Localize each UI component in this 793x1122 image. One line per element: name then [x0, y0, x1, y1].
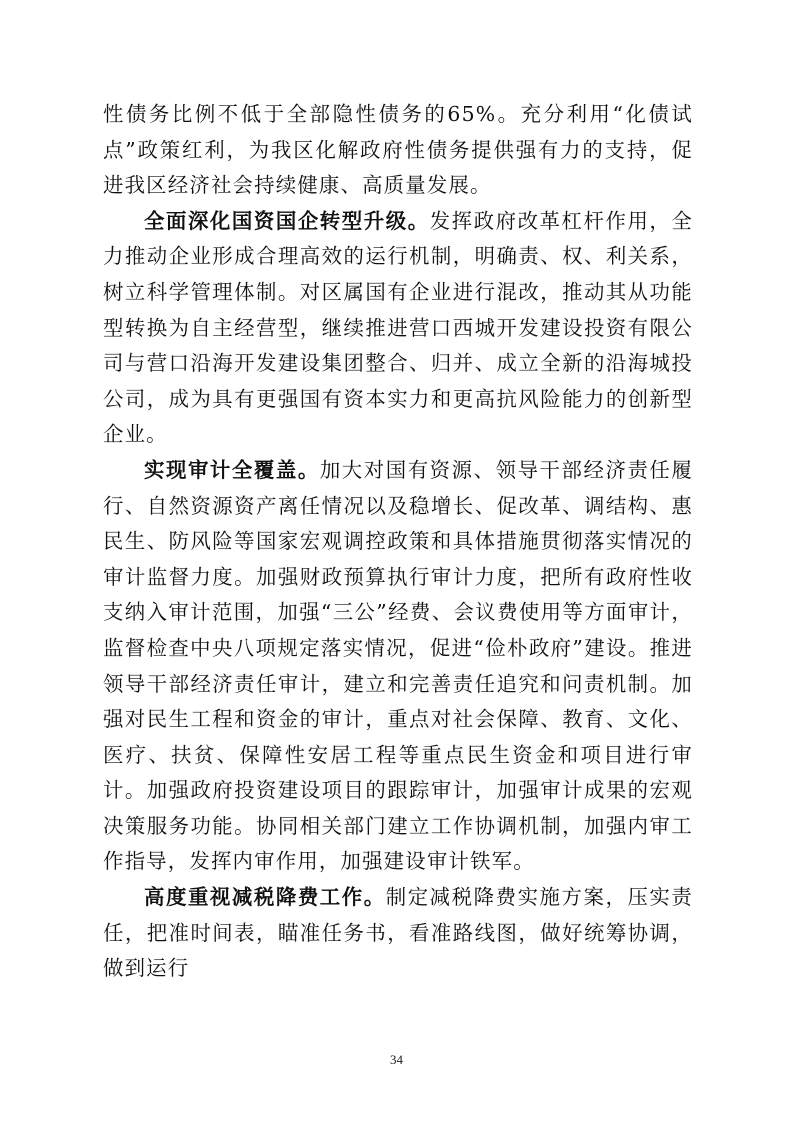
paragraph-text: 发挥政府改革杠杆作用，全力推动企业形成合理高效的运行机制，明确责、权、利关系，树立科学管理体制。对区属国有企业进行混改，推动其从功能型转换为自主经营型，继续推进营口西城开发建设投资有限公司与营口沿海开发建设集团整合、归并、成立全新的沿海城投公司，成为具有更强国有资本实力和更高抗风险能力的创新型企业。: [103, 208, 693, 447]
paragraph-text: 制定减税降费实施方案，压实责任，把准时间表，瞄准任务书，看准路线图，做好统筹协调，做到运行: [103, 885, 693, 981]
page-number: 34: [390, 1052, 403, 1067]
document-page: [103, 97, 693, 987]
paragraph-text: 性债务比例不低于全部隐性债务的65%。充分利用“化债试点”政策红利，为我区化解政府性债务提供强有力的支持，促进我区经济社会持续健康、高质量发展。: [103, 102, 693, 198]
paragraph-audit-coverage: [103, 453, 693, 880]
paragraph-heading: 高度重视减税降费工作。: [144, 885, 386, 910]
paragraph-debt-continuation: [103, 97, 693, 204]
paragraph-tax-reduction: [103, 880, 693, 987]
paragraph-heading: 实现审计全覆盖。: [144, 457, 320, 482]
paragraph-text: 加大对国有资源、领导干部经济责任履行、自然资源资产离任情况以及稳增长、促改革、调结构、惠民生、防风险等国家宏观调控政策和具体措施贯彻落实情况的审计监督力度。加强财政预算执行审计力度，把所有政府性收支纳入审计范围，加强“三公”经费、会议费使用等方面审计，监督检查中央八项规定落实情况，促进“俭朴政府”建设。推进领导干部经济责任审计，建立和完善责任追究和问责机制。加强对民生工程和资金的审计，重点对社会保障、教育、文化、医疗、扶贫、保障性安居工程等重点民生资金和项目进行审计。加强政府投资建设项目的跟踪审计，加强审计成果的宏观决策服务功能。协同相关部门建立工作协调机制，加强内审工作指导，发挥内审作用，加强建设审计铁军。: [103, 457, 693, 874]
paragraph-heading: 全面深化国资国企转型升级。: [144, 208, 430, 233]
paragraph-soe-reform: [103, 204, 693, 453]
